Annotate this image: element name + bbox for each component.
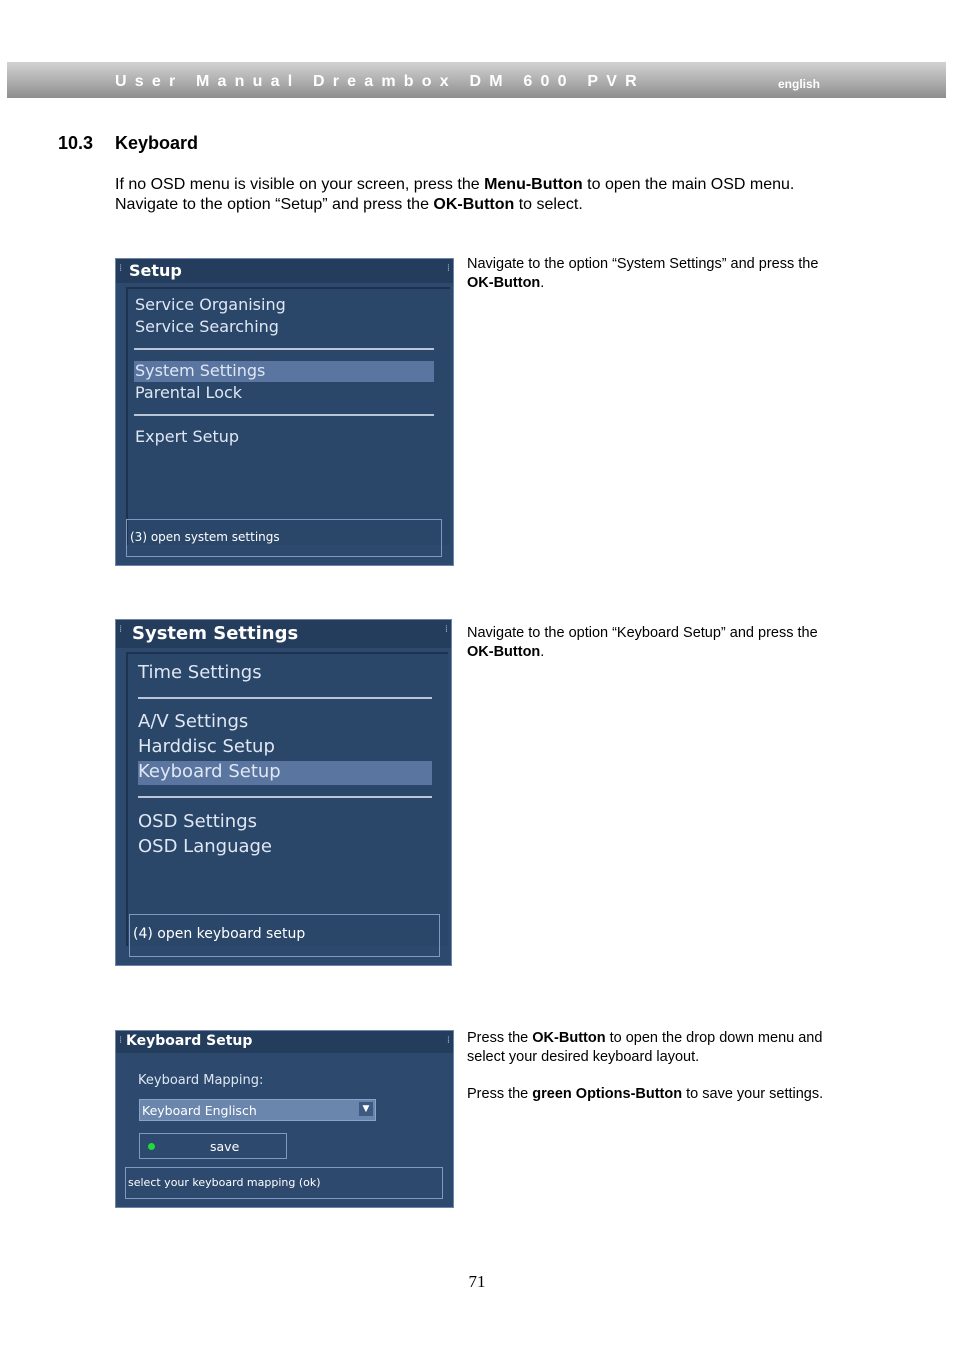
step2-text: Navigate to the option “Keyboard Setup” and press the OK-Button. [467, 625, 818, 660]
menu-divider [134, 348, 434, 350]
keyboard-setup-screenshot [115, 1030, 454, 1208]
status-bar: (4) open keyboard setup [129, 914, 440, 957]
menu-item: Harddisc Setup [138, 736, 275, 757]
status-bar: select your keyboard mapping (ok) [125, 1167, 443, 1199]
step3-text: Press the OK-Button to open the drop down menu and select your desired keyboard layout. Press the green Options-Button to save your settings. [467, 1030, 824, 1102]
header-bar [7, 62, 946, 98]
osd-title: Keyboard Setup [126, 1033, 253, 1049]
keyboard-mapping-dropdown [139, 1099, 376, 1121]
menu-item: Parental Lock [135, 383, 243, 402]
osd-title: System Settings [132, 623, 299, 644]
menu-item: A/V Settings [138, 711, 249, 732]
keyboard-mapping-label: Keyboard Mapping: [138, 1073, 264, 1088]
page-number: 71 [468, 1272, 486, 1291]
menu-divider [138, 697, 432, 699]
menu-divider [134, 414, 434, 416]
language-label: english [778, 77, 821, 91]
osd-titlebar: ⁞ System Settings ⁞ [116, 620, 451, 648]
save-button [139, 1133, 287, 1159]
menu-item: Service Searching [135, 317, 279, 336]
manual-title: User Manual Dreambox DM 600 PVR [115, 73, 645, 90]
menu-item: Time Settings [138, 662, 262, 683]
chevron-down-icon: ▼ [359, 1102, 373, 1116]
menu-item-selected: System Settings [135, 361, 266, 380]
save-label: save [210, 1139, 240, 1154]
menu-item: Expert Setup [135, 427, 240, 446]
menu-item-selected: Keyboard Setup [138, 761, 281, 782]
osd-titlebar: ⁞ Setup ⁞ [116, 259, 453, 283]
osd-titlebar: ⁞ Keyboard Setup ⁞ [116, 1031, 453, 1053]
status-bar: (3) open system settings [126, 519, 442, 557]
intro-paragraph: If no OSD menu is visible on your screen, press the Menu-Button to open the main OSD menu. Navigate to the option “Setup” and press the OK-Button to select. [115, 176, 795, 213]
menu-item: OSD Language [138, 836, 273, 857]
menu-item: OSD Settings [138, 811, 258, 832]
step1-text: Navigate to the option “System Settings” and press the OK-Button. [467, 256, 819, 291]
setup-screenshot [115, 258, 454, 566]
menu-divider [138, 796, 432, 798]
menu-item: Service Organising [135, 295, 286, 314]
dropdown-value: Keyboard Englisch [142, 1103, 257, 1118]
section-title: Keyboard [115, 133, 199, 153]
osd-title: Setup [129, 261, 182, 280]
section-number: 10.3 [58, 133, 94, 153]
green-dot-icon [148, 1143, 155, 1150]
system-settings-screenshot [115, 619, 452, 966]
